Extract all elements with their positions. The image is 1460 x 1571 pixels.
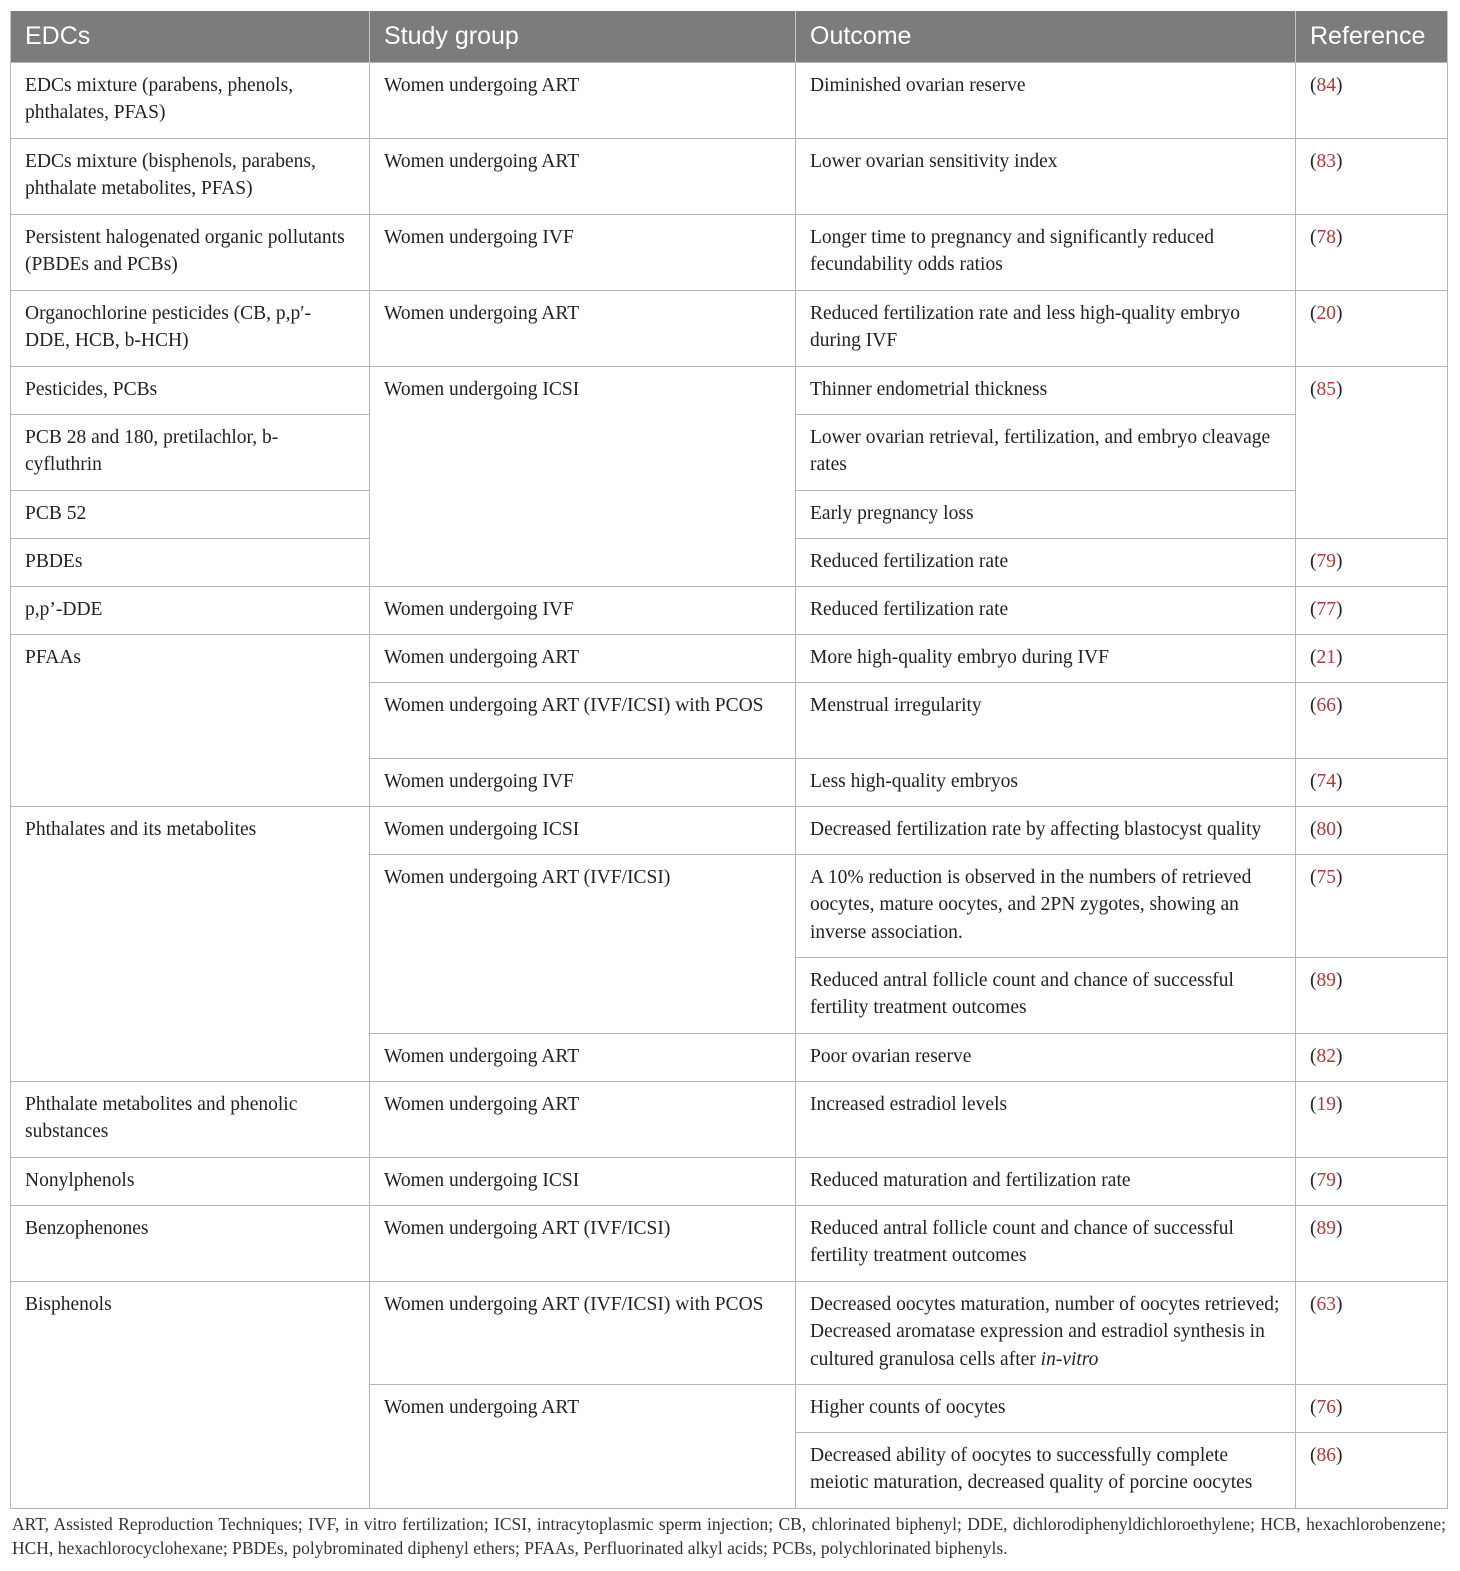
study-group-cell: Women undergoing ART (370, 634, 796, 682)
table-row (11, 290, 1448, 366)
edc-cell: Phthalates and its metabolites (11, 806, 370, 1081)
outcome-cell: Diminished ovarian reserve (796, 62, 1296, 138)
reference-link[interactable]: 77 (1316, 598, 1336, 620)
table-row (11, 366, 1448, 414)
table-row (11, 138, 1448, 214)
outcome-cell: Thinner endometrial thickness (796, 366, 1296, 414)
study-group-cell: Women undergoing ART (370, 1033, 796, 1081)
reference-link[interactable]: 20 (1316, 302, 1336, 324)
reference-link[interactable]: 63 (1316, 1293, 1336, 1315)
edc-cell: Nonylphenols (11, 1157, 370, 1205)
edc-cell: Benzophenones (11, 1205, 370, 1281)
study-group-cell: Women undergoing ART (IVF/ICSI) (370, 854, 796, 1033)
header-row (11, 11, 1448, 62)
edc-cell: Persistent halogenated organic pollutants (PBDEs and PCBs) (11, 214, 370, 290)
reference-cell: (21) (1296, 634, 1448, 682)
edc-cell: PFAAs (11, 634, 370, 806)
outcome-cell: Reduced fertilization rate and less high-quality embryo during IVF (796, 290, 1296, 366)
edc-cell: Phthalate metabolites and phenolic substances (11, 1081, 370, 1157)
edc-outcomes-table (10, 11, 1448, 1509)
outcome-cell: Reduced maturation and fertilization rate (796, 1157, 1296, 1205)
table-row (11, 1205, 1448, 1281)
study-group-cell: Women undergoing ICSI (370, 806, 796, 854)
reference-cell: (19) (1296, 1081, 1448, 1157)
reference-cell: (84) (1296, 62, 1448, 138)
edc-cell: PCB 52 (11, 490, 370, 538)
table-row (11, 1157, 1448, 1205)
reference-cell: (77) (1296, 586, 1448, 634)
reference-link[interactable]: 79 (1316, 1169, 1336, 1191)
reference-cell: (79) (1296, 1157, 1448, 1205)
reference-link[interactable]: 85 (1316, 378, 1336, 400)
reference-cell: (83) (1296, 138, 1448, 214)
reference-link[interactable]: 78 (1316, 226, 1336, 248)
study-group-cell: Women undergoing IVF (370, 214, 796, 290)
edc-cell: Bisphenols (11, 1281, 370, 1508)
outcome-cell: Longer time to pregnancy and significantly reduced fecundability odds ratios (796, 214, 1296, 290)
reference-cell: (75) (1296, 854, 1448, 957)
edc-cell: Organochlorine pesticides (CB, p,p′-DDE, HCB, b-HCH) (11, 290, 370, 366)
reference-cell: (86) (1296, 1432, 1448, 1508)
reference-link[interactable]: 89 (1316, 969, 1336, 991)
outcome-cell: Less high-quality embryos (796, 758, 1296, 806)
table-row (11, 586, 1448, 634)
study-group-cell: Women undergoing ART (370, 1384, 796, 1508)
edc-cell: EDCs mixture (parabens, phenols, phthalates, PFAS) (11, 62, 370, 138)
reference-link[interactable]: 19 (1316, 1093, 1336, 1115)
study-group-cell: Women undergoing ART (IVF/ICSI) (370, 1205, 796, 1281)
outcome-cell: Increased estradiol levels (796, 1081, 1296, 1157)
reference-cell: (66) (1296, 682, 1448, 758)
reference-cell: (82) (1296, 1033, 1448, 1081)
table-row (11, 214, 1448, 290)
study-group-cell: Women undergoing IVF (370, 758, 796, 806)
reference-cell: (89) (1296, 957, 1448, 1033)
outcome-cell: More high-quality embryo during IVF (796, 634, 1296, 682)
table-row (11, 62, 1448, 138)
outcome-cell: Decreased ability of oocytes to successfully complete meiotic maturation, decreased quality of porcine oocytes (796, 1432, 1296, 1508)
edc-cell: EDCs mixture (bisphenols, parabens, phthalate metabolites, PFAS) (11, 138, 370, 214)
table-row (11, 806, 1448, 854)
reference-link[interactable]: 86 (1316, 1444, 1336, 1466)
reference-cell: (89) (1296, 1205, 1448, 1281)
reference-link[interactable]: 89 (1316, 1217, 1336, 1239)
reference-link[interactable]: 83 (1316, 150, 1336, 172)
outcome-cell: Lower ovarian sensitivity index (796, 138, 1296, 214)
reference-link[interactable]: 80 (1316, 818, 1336, 840)
outcome-cell: A 10% reduction is observed in the numbers of retrieved oocytes, mature oocytes, and 2PN zygotes, showing an inverse association. (796, 854, 1296, 957)
outcome-text: Decreased oocytes maturation, number of oocytes retrieved; Decreased aromatase expression and estradiol synthesis in cultured granulosa cells after (810, 1293, 1280, 1370)
reference-link[interactable]: 75 (1316, 866, 1336, 888)
outcome-cell: Higher counts of oocytes (796, 1384, 1296, 1432)
header-study-group: Study group (370, 11, 796, 62)
reference-link[interactable]: 74 (1316, 770, 1336, 792)
outcome-italic-text: in-vitro (1040, 1348, 1099, 1370)
reference-cell: (76) (1296, 1384, 1448, 1432)
header-edcs: EDCs (11, 11, 370, 62)
outcome-cell: Reduced fertilization rate (796, 538, 1296, 586)
header-outcome: Outcome (796, 11, 1296, 62)
reference-link[interactable]: 84 (1316, 74, 1336, 96)
study-group-cell: Women undergoing ART (IVF/ICSI) with PCOS (370, 682, 796, 758)
outcome-cell: Reduced antral follicle count and chance of successful fertility treatment outcomes (796, 1205, 1296, 1281)
study-group-cell: Women undergoing ART (370, 138, 796, 214)
outcome-cell: Lower ovarian retrieval, fertilization, and embryo cleavage rates (796, 414, 1296, 490)
table-row (11, 1281, 1448, 1384)
edc-cell: Pesticides, PCBs (11, 366, 370, 414)
reference-cell: (78) (1296, 214, 1448, 290)
reference-cell: (63) (1296, 1281, 1448, 1384)
study-group-cell: Women undergoing ART (370, 62, 796, 138)
reference-link[interactable]: 82 (1316, 1045, 1336, 1067)
header-reference: Reference (1296, 11, 1448, 62)
study-group-cell: Women undergoing ICSI (370, 1157, 796, 1205)
reference-cell: (80) (1296, 806, 1448, 854)
edc-cell: p,p’-DDE (11, 586, 370, 634)
reference-link[interactable]: 21 (1316, 646, 1336, 668)
study-group-cell: Women undergoing ICSI (370, 366, 796, 586)
reference-link[interactable]: 79 (1316, 550, 1336, 572)
study-group-cell: Women undergoing ART (IVF/ICSI) with PCOS (370, 1281, 796, 1384)
outcome-cell: Decreased fertilization rate by affecting blastocyst quality (796, 806, 1296, 854)
outcome-cell: Reduced antral follicle count and chance of successful fertility treatment outcomes (796, 957, 1296, 1033)
table-row (11, 1081, 1448, 1157)
edc-cell: PBDEs (11, 538, 370, 586)
outcome-cell: Early pregnancy loss (796, 490, 1296, 538)
study-group-cell: Women undergoing IVF (370, 586, 796, 634)
reference-cell: (74) (1296, 758, 1448, 806)
reference-link[interactable]: 66 (1316, 694, 1336, 716)
reference-cell: (79) (1296, 538, 1448, 586)
outcome-cell: Menstrual irregularity (796, 682, 1296, 758)
edc-cell: PCB 28 and 180, pretilachlor, b-cyfluthrin (11, 414, 370, 490)
reference-cell: (85) (1296, 366, 1448, 538)
reference-link[interactable]: 76 (1316, 1396, 1336, 1418)
outcome-cell (796, 1281, 1296, 1384)
table-row (11, 634, 1448, 682)
table-footnote: ART, Assisted Reproduction Techniques; IVF, in vitro fertilization; ICSI, intracytoplasmic sperm injection; CB, chlorinated biphenyl; DDE, dichlorodiphenyldichloroethylene; HCB, hexachlorobenzene; HCH, hexachlorocyclohexane; PBDEs, polybrominated diphenyl ethers; PFAAs, Perfluorinated alkyl acids; PCBs, polychlorinated biphenyls. (12, 1514, 1446, 1558)
study-group-cell: Women undergoing ART (370, 1081, 796, 1157)
outcome-cell: Reduced fertilization rate (796, 586, 1296, 634)
study-group-cell: Women undergoing ART (370, 290, 796, 366)
outcome-cell: Poor ovarian reserve (796, 1033, 1296, 1081)
reference-cell: (20) (1296, 290, 1448, 366)
